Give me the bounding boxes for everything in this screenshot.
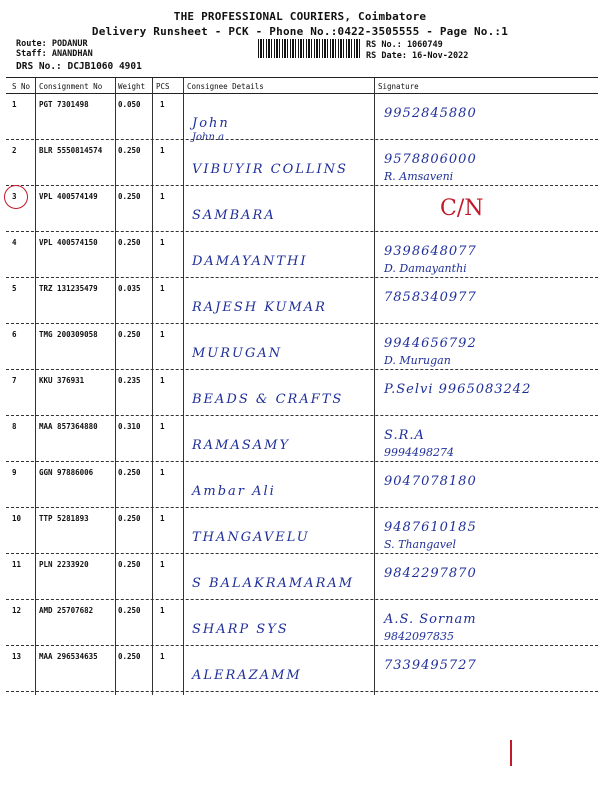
row-signature-handwriting: 9944656792 bbox=[384, 336, 477, 351]
row-divider bbox=[6, 645, 598, 646]
row-consignee-handwriting: MURUGAN bbox=[192, 346, 283, 361]
row-consignee-handwriting: Ambar Ali bbox=[192, 484, 276, 499]
row-sno: 1 bbox=[12, 100, 17, 109]
row-divider bbox=[6, 415, 598, 416]
row-pcs: 1 bbox=[160, 100, 165, 109]
row-signature-handwriting: 9578806000 bbox=[384, 152, 477, 167]
row-3-circle-mark bbox=[4, 185, 28, 209]
row-weight: 0.250 bbox=[118, 146, 141, 155]
row-signature-handwriting: 9047078180 bbox=[384, 474, 477, 489]
row-divider bbox=[6, 553, 598, 554]
row-consignment-no: GGN 97886006 bbox=[39, 468, 94, 477]
row-signature-handwriting-2: S. Thangavel bbox=[384, 538, 457, 551]
row-consignment-no: PGT 7301498 bbox=[39, 100, 89, 109]
col-divider bbox=[374, 78, 375, 695]
col-divider bbox=[35, 78, 36, 695]
row-signature-handwriting: 9487610185 bbox=[384, 520, 477, 535]
row-divider bbox=[6, 691, 598, 692]
row-consignee-handwriting-2: John a bbox=[192, 132, 225, 143]
col-header-weight: Weight bbox=[118, 82, 146, 91]
row-signature-handwriting-2: 9994498274 bbox=[384, 446, 454, 459]
row-consignee-handwriting: DAMAYANTHI bbox=[192, 254, 308, 269]
row-pcs: 1 bbox=[160, 468, 165, 477]
row-sno: 4 bbox=[12, 238, 17, 247]
row-consignment-no: MAA 296534635 bbox=[39, 652, 98, 661]
row-consignment-no: PLN 2233920 bbox=[39, 560, 89, 569]
row-weight: 0.250 bbox=[118, 468, 141, 477]
row-signature-cn-mark: C/N bbox=[440, 196, 484, 221]
staff-label: Staff: ANANDHAN bbox=[16, 49, 93, 59]
row-pcs: 1 bbox=[160, 284, 165, 293]
col-header-signature: Signature bbox=[378, 82, 419, 91]
row-consignment-no: TMG 200309058 bbox=[39, 330, 98, 339]
row-sno: 3 bbox=[12, 192, 17, 201]
row-consignment-no: AMD 25707682 bbox=[39, 606, 94, 615]
row-signature-handwriting-2: 9842097835 bbox=[384, 630, 454, 643]
row-signature-handwriting: P.Selvi 9965083242 bbox=[384, 382, 532, 397]
route-label: Route: PODANUR bbox=[16, 39, 88, 49]
row-weight: 0.250 bbox=[118, 330, 141, 339]
col-header-consignment: Consignment No bbox=[39, 82, 103, 91]
row-weight: 0.250 bbox=[118, 560, 141, 569]
row-pcs: 1 bbox=[160, 192, 165, 201]
row-weight: 0.250 bbox=[118, 652, 141, 661]
row-signature-handwriting: A.S. Sornam bbox=[384, 612, 477, 627]
row-sno: 13 bbox=[12, 652, 22, 661]
row-consignee-handwriting: John bbox=[192, 116, 230, 131]
row-consignee-handwriting: SHARP SYS bbox=[192, 622, 289, 637]
row-consignee-handwriting: VIBUYIR COLLINS bbox=[192, 162, 348, 177]
row-sno: 12 bbox=[12, 606, 22, 615]
row-signature-handwriting-2: D. Damayanthi bbox=[384, 262, 467, 275]
row-consignment-no: VPL 400574150 bbox=[39, 238, 98, 247]
col-divider bbox=[152, 78, 153, 695]
col-divider bbox=[183, 78, 184, 695]
row-consignee-handwriting: RAMASAMY bbox=[192, 438, 291, 453]
row-sno: 6 bbox=[12, 330, 17, 339]
row-consignment-no: KKU 376931 bbox=[39, 376, 85, 385]
row-consignment-no: TTP 5281893 bbox=[39, 514, 89, 523]
row-weight: 0.250 bbox=[118, 514, 141, 523]
row-pcs: 1 bbox=[160, 652, 165, 661]
row-divider bbox=[6, 185, 598, 186]
row-weight: 0.250 bbox=[118, 606, 141, 615]
drs-number: DRS No.: DCJB1060 4901 bbox=[16, 61, 142, 72]
row-signature-handwriting-2: R. Amsaveni bbox=[384, 170, 454, 183]
row-weight: 0.035 bbox=[118, 284, 141, 293]
row-signature-handwriting-2: D. Murugan bbox=[384, 354, 451, 367]
row-sno: 2 bbox=[12, 146, 17, 155]
row-consignment-no: VPL 400574149 bbox=[39, 192, 98, 201]
row-pcs: 1 bbox=[160, 422, 165, 431]
col-divider bbox=[115, 78, 116, 695]
barcode-image bbox=[258, 39, 360, 58]
row-weight: 0.250 bbox=[118, 238, 141, 247]
row-pcs: 1 bbox=[160, 560, 165, 569]
row-signature-handwriting: S.R.A bbox=[384, 428, 425, 443]
row-sno: 10 bbox=[12, 514, 22, 523]
rs-date: RS Date: 16-Nov-2022 bbox=[366, 51, 469, 61]
row-consignee-handwriting: THANGAVELU bbox=[192, 530, 310, 545]
row-divider bbox=[6, 369, 598, 370]
row-consignee-handwriting: RAJESH KUMAR bbox=[192, 300, 327, 315]
row-divider bbox=[6, 231, 598, 232]
row-consignee-handwriting: S BALAKRAMARAM bbox=[192, 576, 355, 591]
col-header-consignee: Consignee Details bbox=[187, 82, 264, 91]
row-consignment-no: TRZ 131235479 bbox=[39, 284, 98, 293]
row-divider bbox=[6, 277, 598, 278]
rs-number: RS No.: 1060749 bbox=[366, 40, 443, 50]
row-pcs: 1 bbox=[160, 238, 165, 247]
row-signature-handwriting: 7858340977 bbox=[384, 290, 477, 305]
row-consignee-handwriting: ALERAZAMM bbox=[192, 668, 302, 683]
row-signature-handwriting: 9398648077 bbox=[384, 244, 477, 259]
row-pcs: 1 bbox=[160, 330, 165, 339]
row-pcs: 1 bbox=[160, 376, 165, 385]
row-divider bbox=[6, 461, 598, 462]
col-header-pcs: PCS bbox=[156, 82, 170, 91]
row-divider bbox=[6, 323, 598, 324]
col-header-sno: S No bbox=[12, 82, 31, 91]
row-divider bbox=[6, 139, 598, 140]
row-weight: 0.250 bbox=[118, 192, 141, 201]
row-sno: 7 bbox=[12, 376, 17, 385]
row-consignee-handwriting: BEADS & CRAFTS bbox=[192, 392, 344, 407]
header-bottom-rule bbox=[6, 93, 598, 94]
row-pcs: 1 bbox=[160, 514, 165, 523]
row-weight: 0.235 bbox=[118, 376, 141, 385]
runsheet-subtitle: Delivery Runsheet - PCK - Phone No.:0422-3505555 - Page No.:1 bbox=[91, 25, 509, 38]
margin-tick-mark bbox=[510, 740, 512, 766]
table-top-rule bbox=[6, 77, 598, 78]
row-weight: 0.310 bbox=[118, 422, 141, 431]
row-signature-handwriting: 9952845880 bbox=[384, 106, 477, 121]
row-pcs: 1 bbox=[160, 606, 165, 615]
row-sno: 5 bbox=[12, 284, 17, 293]
row-consignment-no: BLR 5550814574 bbox=[39, 146, 103, 155]
row-sno: 11 bbox=[12, 560, 22, 569]
row-divider bbox=[6, 599, 598, 600]
row-sno: 8 bbox=[12, 422, 17, 431]
row-weight: 0.050 bbox=[118, 100, 141, 109]
row-divider bbox=[6, 507, 598, 508]
row-consignment-no: MAA 857364880 bbox=[39, 422, 98, 431]
row-signature-handwriting: 9842297870 bbox=[384, 566, 477, 581]
row-signature-handwriting: 7339495727 bbox=[384, 658, 477, 673]
row-pcs: 1 bbox=[160, 146, 165, 155]
row-sno: 9 bbox=[12, 468, 17, 477]
row-consignee-handwriting: SAMBARA bbox=[192, 208, 276, 223]
company-title: THE PROFESSIONAL COURIERS, Coimbatore bbox=[173, 10, 427, 23]
